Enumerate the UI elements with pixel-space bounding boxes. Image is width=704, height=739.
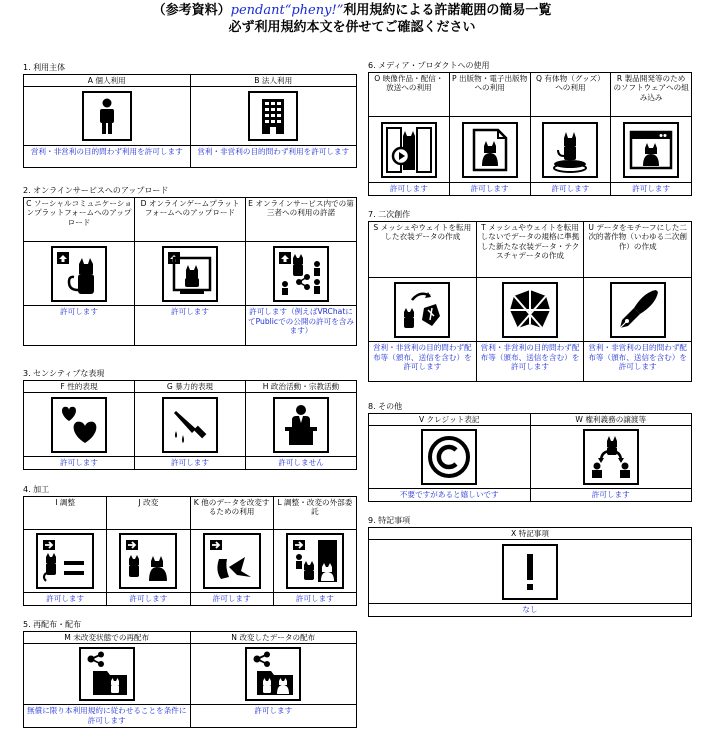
section-media-products [368, 61, 692, 196]
cell-permission-text: 許可しません [246, 456, 356, 469]
modify-icon [119, 533, 177, 589]
permission-cell [369, 73, 449, 195]
cell-permission-text: 許可します [274, 592, 356, 605]
social-upload-icon [51, 246, 107, 302]
transfer-rights-icon [583, 429, 639, 485]
section-title: 7. 二次創作 [368, 210, 411, 219]
cell-heading: L 調整・改変の外部委託 [274, 497, 356, 530]
document-subtitle: 必ず利用規約本文を併せてご確認ください [228, 20, 476, 35]
cell-heading: C ソーシャルコミュニケーションプラットフォームへのアップロード [24, 198, 134, 242]
section-title: 9. 特記事項 [368, 516, 411, 525]
cell-permission-text: 許可します [135, 305, 245, 345]
bloody-knife-icon [162, 397, 218, 453]
permission-cell [134, 381, 245, 469]
cell-heading: H 政治活動・宗教活動 [246, 381, 356, 393]
permission-cell [245, 381, 356, 469]
cell-permission-text: 許可します [107, 592, 189, 605]
section-distribution [23, 620, 357, 728]
cell-heading: U データをモチーフにした二次的著作物（いわゆる二次創作）の作成 [584, 222, 691, 278]
section-title: 3. センシティブな表現 [23, 369, 105, 378]
game-upload-icon [162, 246, 218, 302]
person-icon [82, 91, 132, 141]
permission-grid [23, 496, 357, 606]
cell-permission-text: 不要ですがあると嬉しいです [369, 488, 530, 501]
permission-cell [24, 381, 134, 469]
redistribute-folder-icon [79, 647, 135, 701]
permission-cell [530, 73, 611, 195]
section-title: 1. 利用主体 [23, 63, 66, 72]
cell-heading: V クレジット表記 [369, 414, 530, 426]
section-online-upload [23, 186, 357, 346]
podium-speaker-icon [273, 397, 329, 453]
cell-permission-text: 許可します [611, 182, 691, 195]
document-page-icon [462, 122, 518, 178]
adjust-icon [36, 533, 94, 589]
cell-permission-text: 許可します [369, 182, 449, 195]
cell-permission-text: 許可します [191, 592, 273, 605]
brand-logo-text: pendant“pheny!” [230, 3, 344, 18]
section-title: 5. 再配布・配布 [23, 620, 82, 629]
section-title: 2. オンラインサービスへのアップロード [23, 186, 169, 195]
cell-heading: N 改変したデータの配布 [191, 632, 357, 644]
copyright-icon [421, 429, 477, 485]
permission-cell [24, 632, 190, 727]
permission-grid [23, 380, 357, 470]
cell-permission-text: 許可します（例えばVRChatにてPublicでの公開の許可を含みます） [246, 305, 356, 345]
cell-heading: E オンラインサービス内での第三者への利用の許諾 [246, 198, 356, 242]
cell-heading: B 法人利用 [191, 75, 357, 87]
hearts-icon [51, 397, 107, 453]
section-title: 8. その他 [368, 402, 403, 411]
cell-permission-text: 許可します [531, 488, 692, 501]
cell-heading: O 映像作品・配信・放送への利用 [369, 73, 449, 117]
permission-grid [23, 74, 357, 168]
permission-cell [583, 222, 691, 381]
cell-permission-text: 営利・非営利の目的問わず配布等（頒布、送信を含む）を許可します [584, 341, 691, 381]
section-processing [23, 485, 357, 606]
cell-permission-text: 営利・非営利の目的問わず利用を許可します [24, 145, 190, 167]
cell-heading: S メッシュやウェイトを転用した衣装データの作成 [369, 222, 476, 278]
exclamation-icon [502, 544, 558, 600]
cell-permission-text: 許可します [24, 305, 134, 345]
permission-cell [530, 414, 692, 501]
cell-heading: T メッシュやウェイトを転用しないでデータの規格に準拠した新たな衣装データ・テクスチャデータの作成 [477, 222, 584, 278]
document-title [0, 2, 704, 19]
cell-permission-text: 許可します [531, 182, 611, 195]
permission-cell [24, 75, 190, 167]
cell-heading: A 個人利用 [24, 75, 190, 87]
cell-heading: K 他のデータを改変するための利用 [191, 497, 273, 530]
cell-heading: W 権利義務の譲渡等 [531, 414, 692, 426]
document-header [0, 2, 704, 36]
new-clothing-icon [502, 282, 558, 338]
section-sensitive-expression [23, 369, 357, 470]
outsource-icon [286, 533, 344, 589]
permission-grid [23, 631, 357, 728]
pen-nib-icon [610, 282, 666, 338]
title-prefix: （参考資料） [152, 3, 231, 18]
cell-heading: J 改変 [107, 497, 189, 530]
permission-grid [368, 221, 692, 382]
cell-heading: I 調整 [24, 497, 106, 530]
permission-grid [368, 413, 692, 502]
clothing-transfer-icon [394, 282, 450, 338]
cell-heading: M 未改変状態での再配布 [24, 632, 190, 644]
permission-cell [190, 497, 273, 605]
permission-cell [24, 497, 106, 605]
section-derivative-works [368, 210, 692, 382]
title-suffix: 利用規約による許諾範囲の簡易一覧 [343, 3, 552, 18]
use-for-other-data-icon [203, 533, 261, 589]
cell-heading: R 製品開発等のためのソフトウェアへの組み込み [611, 73, 691, 117]
permission-cell [369, 414, 530, 501]
cell-permission-text: 営利・非営利の目的問わず配布等（頒布、送信を含む）を許可します [369, 341, 476, 381]
cell-permission-text: 許可します [450, 182, 530, 195]
permission-cell [190, 632, 357, 727]
cell-permission-text: 無償に限り本利用規約に従わせることを条件に許可します [24, 704, 190, 727]
permission-cell [369, 222, 476, 381]
cell-permission-text: 許可します [191, 704, 357, 727]
cell-permission-text: なし [369, 603, 691, 616]
video-play-icon [381, 122, 437, 178]
permission-grid [368, 72, 692, 196]
cell-heading: D オンラインゲームプラットフォームへのアップロード [135, 198, 245, 242]
permission-cell [106, 497, 189, 605]
section-title: 6. メディア・プロダクトへの使用 [368, 61, 490, 70]
cell-heading: G 暴力的表現 [135, 381, 245, 393]
permission-cell [610, 73, 691, 195]
cell-permission-text: 許可します [135, 456, 245, 469]
cell-heading: F 性的表現 [24, 381, 134, 393]
cell-heading: X 特記事項 [369, 528, 691, 540]
section-other [368, 402, 692, 502]
permission-grid [368, 527, 692, 617]
section-special-notes [368, 516, 692, 617]
permission-cell [273, 497, 356, 605]
figure-goods-icon [542, 122, 598, 178]
permission-cell [190, 75, 357, 167]
cell-heading: Q 有体物（グッズ）への利用 [531, 73, 611, 117]
cell-permission-text: 許可します [24, 456, 134, 469]
distribute-modified-icon [245, 647, 301, 701]
cell-permission-text: 許可します [24, 592, 106, 605]
permission-cell [369, 528, 691, 616]
cell-heading: P 出版物・電子出版物への利用 [450, 73, 530, 117]
software-window-icon [623, 122, 679, 178]
share-to-others-icon [273, 246, 329, 302]
office-building-icon [248, 91, 298, 141]
permission-cell [449, 73, 530, 195]
cell-permission-text: 営利・非営利の目的問わず配布等（頒布、送信を含む）を許可します [477, 341, 584, 381]
permission-cell [476, 222, 584, 381]
permission-cell [134, 198, 245, 345]
permission-cell [24, 198, 134, 345]
permission-cell [245, 198, 356, 345]
cell-permission-text: 営利・非営利の目的問わず利用を許可します [191, 145, 357, 167]
section-usage-subject [23, 63, 357, 168]
permission-grid [23, 197, 357, 346]
section-title: 4. 加工 [23, 485, 50, 494]
